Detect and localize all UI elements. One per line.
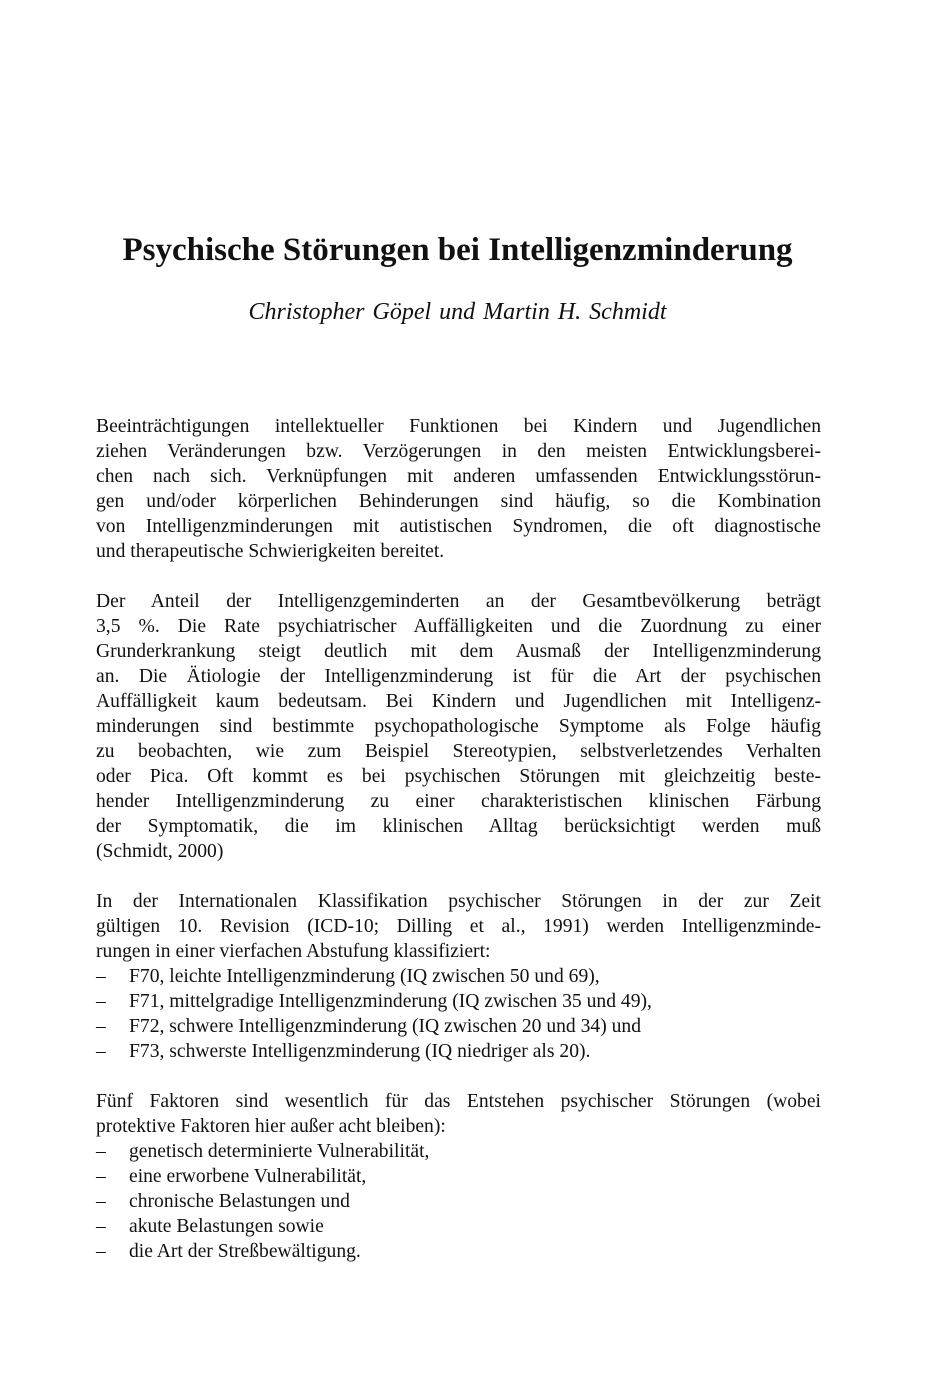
text-line: gültigen 10. Revision (ICD-10; Dilling et al., 1991) werden Intelligenzminde- xyxy=(96,916,821,937)
list-item xyxy=(96,1239,821,1264)
list-item xyxy=(96,1139,821,1164)
bullet-dash: – xyxy=(96,1166,106,1187)
list-item-text: F71, mittelgradige Intelligenzminderung (IQ zwischen 35 und 49), xyxy=(129,991,652,1012)
list-item xyxy=(96,1164,821,1189)
bullet-list xyxy=(96,1139,821,1264)
list-item xyxy=(96,1189,821,1214)
list-item xyxy=(96,1039,821,1064)
text-line: Fünf Faktoren sind wesentlich für das Entstehen psychischer Störungen (wobei xyxy=(96,1091,821,1112)
bullet-list xyxy=(96,964,821,1064)
bullet-dash: – xyxy=(96,1216,106,1237)
text-line: gen und/oder körperlichen Behinderungen sind häufig, so die Kombination xyxy=(96,491,821,512)
paragraph xyxy=(96,889,821,1064)
authors: Christopher Göpel und Martin H. Schmidt xyxy=(248,299,667,325)
list-item-text: F73, schwerste Intelligenzminderung (IQ niedriger als 20). xyxy=(129,1041,591,1062)
text-line: Der Anteil der Intelligenzgeminderten an der Gesamtbevölkerung beträgt xyxy=(96,591,821,612)
text-line: rungen in einer vierfachen Abstufung klassifiziert: xyxy=(96,941,491,962)
paragraph xyxy=(96,1089,821,1264)
list-item xyxy=(96,989,821,1014)
text-line: ziehen Veränderungen bzw. Verzögerungen in den meisten Entwicklungsberei- xyxy=(96,441,821,462)
list-item-text: die Art der Streßbewältigung. xyxy=(129,1241,361,1262)
text-line: Auffälligkeit kaum bedeutsam. Bei Kindern und Jugendlichen mit Intelligenz- xyxy=(96,691,821,712)
text-line: zu beobachten, wie zum Beispiel Stereotypien, selbstverletzendes Verhalten xyxy=(96,741,821,762)
paragraph xyxy=(96,414,821,564)
text-line: an. Die Ätiologie der Intelligenzminderung ist für die Art der psychischen xyxy=(96,666,821,687)
list-item xyxy=(96,964,821,989)
bullet-dash: – xyxy=(96,1241,106,1262)
bullet-dash: – xyxy=(96,1041,106,1062)
list-item-text: eine erworbene Vulnerabilität, xyxy=(129,1166,367,1187)
text-line: minderungen sind bestimmte psychopathologische Symptome als Folge häufig xyxy=(96,716,821,737)
list-item xyxy=(96,1014,821,1039)
text-line: chen nach sich. Verknüpfungen mit anderen umfassenden Entwicklungsstörun- xyxy=(96,466,821,487)
bullet-dash: – xyxy=(96,966,106,987)
text-line: Beeinträchtigungen intellektueller Funktionen bei Kindern und Jugendlichen xyxy=(96,416,821,437)
list-item-text: F70, leichte Intelligenzminderung (IQ zwischen 50 und 69), xyxy=(129,966,600,987)
text-line: 3,5 %. Die Rate psychiatrischer Auffälligkeiten und die Zuordnung zu einer xyxy=(96,616,821,637)
text-line: oder Pica. Oft kommt es bei psychischen Störungen mit gleichzeitig beste- xyxy=(96,766,821,787)
list-item xyxy=(96,1214,821,1239)
text-line: hender Intelligenzminderung zu einer charakteristischen klinischen Färbung xyxy=(96,791,821,812)
body-text xyxy=(96,414,821,1289)
text-line: Grunderkrankung steigt deutlich mit dem Ausmaß der Intelligenzminderung xyxy=(96,641,821,662)
bullet-dash: – xyxy=(96,1191,106,1212)
bullet-dash: – xyxy=(96,1141,106,1162)
chapter-title: Psychische Störungen bei Intelligenzminderung xyxy=(122,232,793,268)
text-line: In der Internationalen Klassifikation psychischer Störungen in der zur Zeit xyxy=(96,891,821,912)
paragraph xyxy=(96,589,821,864)
bullet-dash: – xyxy=(96,991,106,1012)
text-line: und therapeutische Schwierigkeiten bereitet. xyxy=(96,541,445,562)
text-line: (Schmidt, 2000) xyxy=(96,841,224,862)
text-line: von Intelligenzminderungen mit autistischen Syndromen, die oft diagnostische xyxy=(96,516,821,537)
list-item-text: genetisch determinierte Vulnerabilität, xyxy=(129,1141,430,1162)
bullet-dash: – xyxy=(96,1016,106,1037)
text-line: protektive Faktoren hier außer acht bleiben): xyxy=(96,1116,446,1137)
list-item-text: F72, schwere Intelligenzminderung (IQ zwischen 20 und 34) und xyxy=(129,1016,642,1037)
list-item-text: chronische Belastungen und xyxy=(129,1191,350,1212)
text-line: der Symptomatik, die im klinischen Alltag berücksichtigt werden muß xyxy=(96,816,821,837)
list-item-text: akute Belastungen sowie xyxy=(129,1216,324,1237)
